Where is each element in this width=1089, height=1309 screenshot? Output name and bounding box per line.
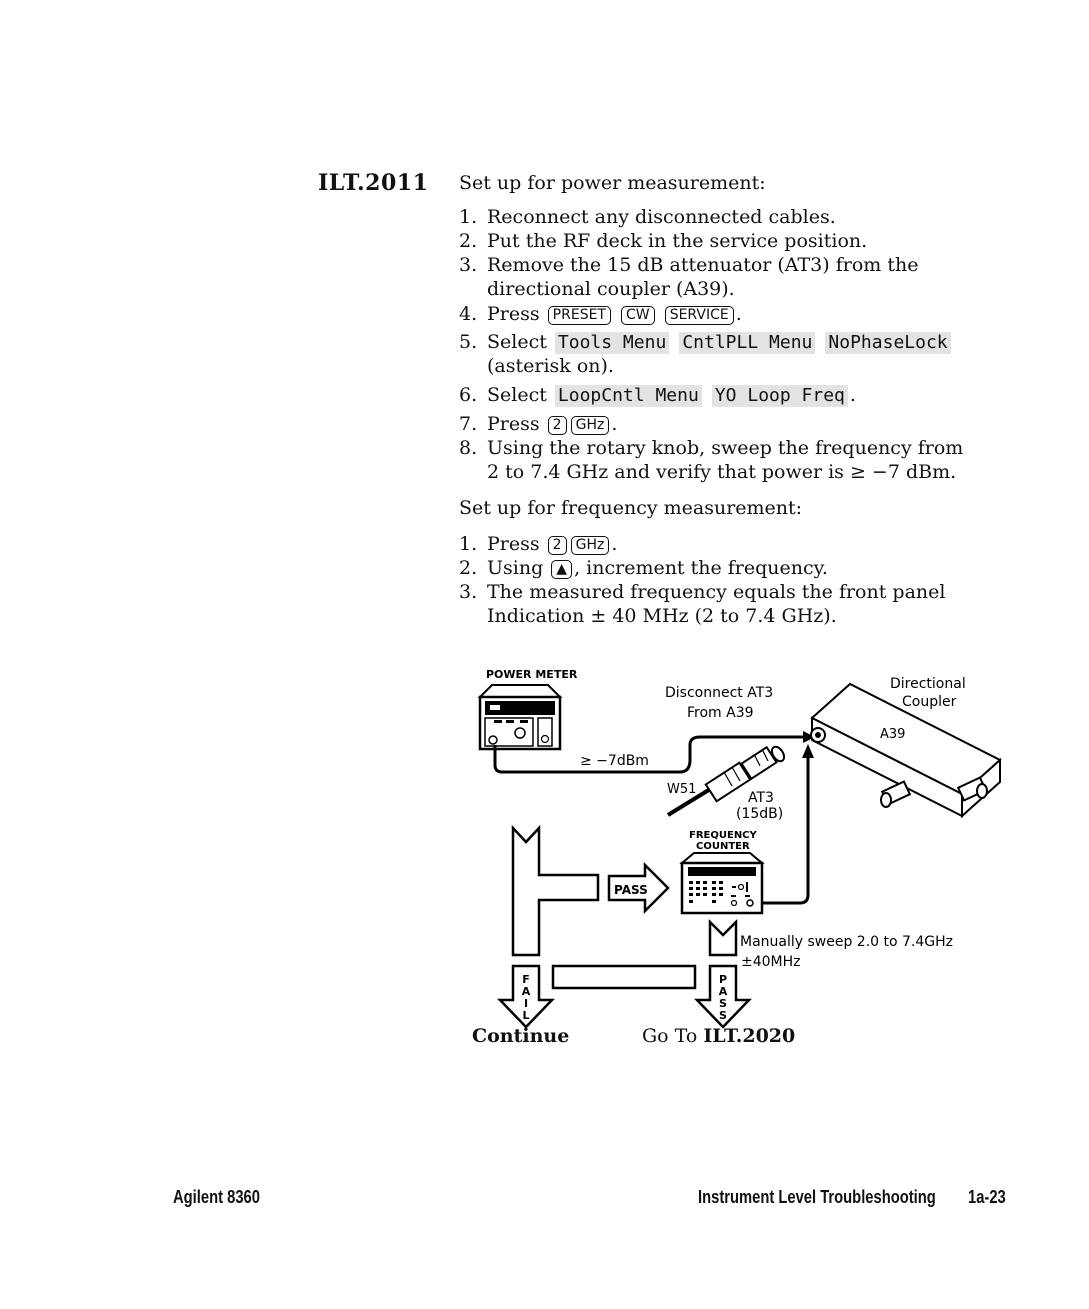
pass-box-label: PASS bbox=[614, 883, 648, 897]
coupler-line2: Coupler bbox=[902, 694, 957, 710]
softkey-nophaselock: NoPhaseLock bbox=[825, 332, 950, 354]
counter-label-line1: FREQUENCY bbox=[689, 830, 757, 841]
fail-letter-l: L bbox=[522, 1009, 530, 1022]
w51-label: W51 bbox=[667, 782, 697, 797]
frequency-counter-icon bbox=[682, 853, 762, 913]
fail-letter-f: F bbox=[522, 973, 530, 986]
coupler-line1: Directional bbox=[890, 676, 966, 692]
disconnect-line1: Disconnect AT3 bbox=[665, 685, 774, 701]
power-step-2: 2. Put the RF deck in the service position. bbox=[459, 230, 868, 252]
ghz-key: GHz bbox=[571, 536, 610, 555]
power-step-4: 4. Press PRESET CW SERVICE . bbox=[459, 303, 742, 325]
continue-label: Continue bbox=[472, 1025, 570, 1047]
disconnect-line2: From A39 bbox=[687, 705, 754, 721]
power-heading: Set up for power measurement: bbox=[459, 172, 766, 194]
at3-value: (15dB) bbox=[736, 806, 784, 822]
ghz-key: GHz bbox=[571, 416, 610, 435]
pass-letter-s2: S bbox=[719, 1009, 727, 1022]
softkey-yo-loop-freq: YO Loop Freq bbox=[712, 385, 848, 407]
counter-label-line2: COUNTER bbox=[696, 841, 750, 852]
cw-key: CW bbox=[621, 306, 655, 325]
footer-page-number: 1a-23 bbox=[968, 1187, 1006, 1207]
freq-step-2: 2. Using ▲ , increment the frequency. bbox=[459, 557, 828, 579]
fail-letter-i: I bbox=[523, 997, 529, 1010]
pass-letter-s1: S bbox=[719, 997, 727, 1010]
power-step-7: 7. Press 2 GHz . bbox=[459, 413, 618, 435]
softkey-tools-menu: Tools Menu bbox=[555, 332, 669, 354]
freq-step-1: 1. Press 2 GHz . bbox=[459, 533, 618, 555]
a39-label: A39 bbox=[880, 727, 906, 742]
footer-product: Agilent 8360 bbox=[173, 1187, 260, 1207]
key-2: 2 bbox=[548, 416, 567, 435]
power-step-3: 3. Remove the 15 dB attenuator (AT3) from the directional coupler (A39). bbox=[459, 254, 919, 300]
service-key: SERVICE bbox=[665, 306, 734, 325]
freq-step-3: 3. The measured frequency equals the front panel Indication ± 40 MHz (2 to 7.4 GHz). bbox=[459, 581, 946, 627]
step-id: ILT.2011 bbox=[318, 170, 429, 196]
flow-start-marker bbox=[513, 828, 598, 955]
softkey-cntlpll-menu: CntlPLL Menu bbox=[679, 332, 815, 354]
up-arrow-key: ▲ bbox=[551, 560, 572, 579]
power-step-1: 1. Reconnect any disconnected cables. bbox=[459, 206, 836, 228]
softkey-loopcntl-menu: LoopCntl Menu bbox=[555, 385, 702, 407]
power-meter-label: POWER METER bbox=[486, 668, 578, 681]
sweep-step-marker bbox=[710, 922, 736, 955]
at3-label: AT3 bbox=[748, 790, 774, 806]
key-2: 2 bbox=[548, 536, 567, 555]
level-label: ≥ −7dBm bbox=[580, 753, 649, 769]
pass-letter-p: P bbox=[718, 973, 728, 986]
goto-target: ILT.2020 bbox=[703, 1025, 796, 1047]
freq-heading: Set up for frequency measurement: bbox=[459, 497, 803, 519]
power-step-5: 5. Select Tools Menu CntlPLL Menu NoPhaseLock (asterisk on). bbox=[459, 330, 953, 378]
goto-label: Go To ILT.2020 bbox=[642, 1025, 796, 1047]
manual-sweep-label: Manually sweep 2.0 to 7.4GHz bbox=[740, 934, 954, 950]
power-step-6: 6. Select LoopCntl Menu YO Loop Freq . bbox=[459, 384, 856, 406]
pass-letter-a: A bbox=[718, 985, 728, 998]
power-meter-icon bbox=[480, 685, 560, 749]
flow-bar bbox=[553, 966, 695, 988]
power-step-8: 8. Using the rotary knob, sweep the frequency from 2 to 7.4 GHz and verify that power is ≥ −7 dBm. bbox=[459, 437, 964, 483]
preset-key: PRESET bbox=[548, 306, 611, 325]
tolerance-label: ±40MHz bbox=[741, 954, 801, 970]
footer-section-title: Instrument Level Troubleshooting bbox=[698, 1187, 936, 1207]
fail-letter-a: A bbox=[521, 985, 531, 998]
